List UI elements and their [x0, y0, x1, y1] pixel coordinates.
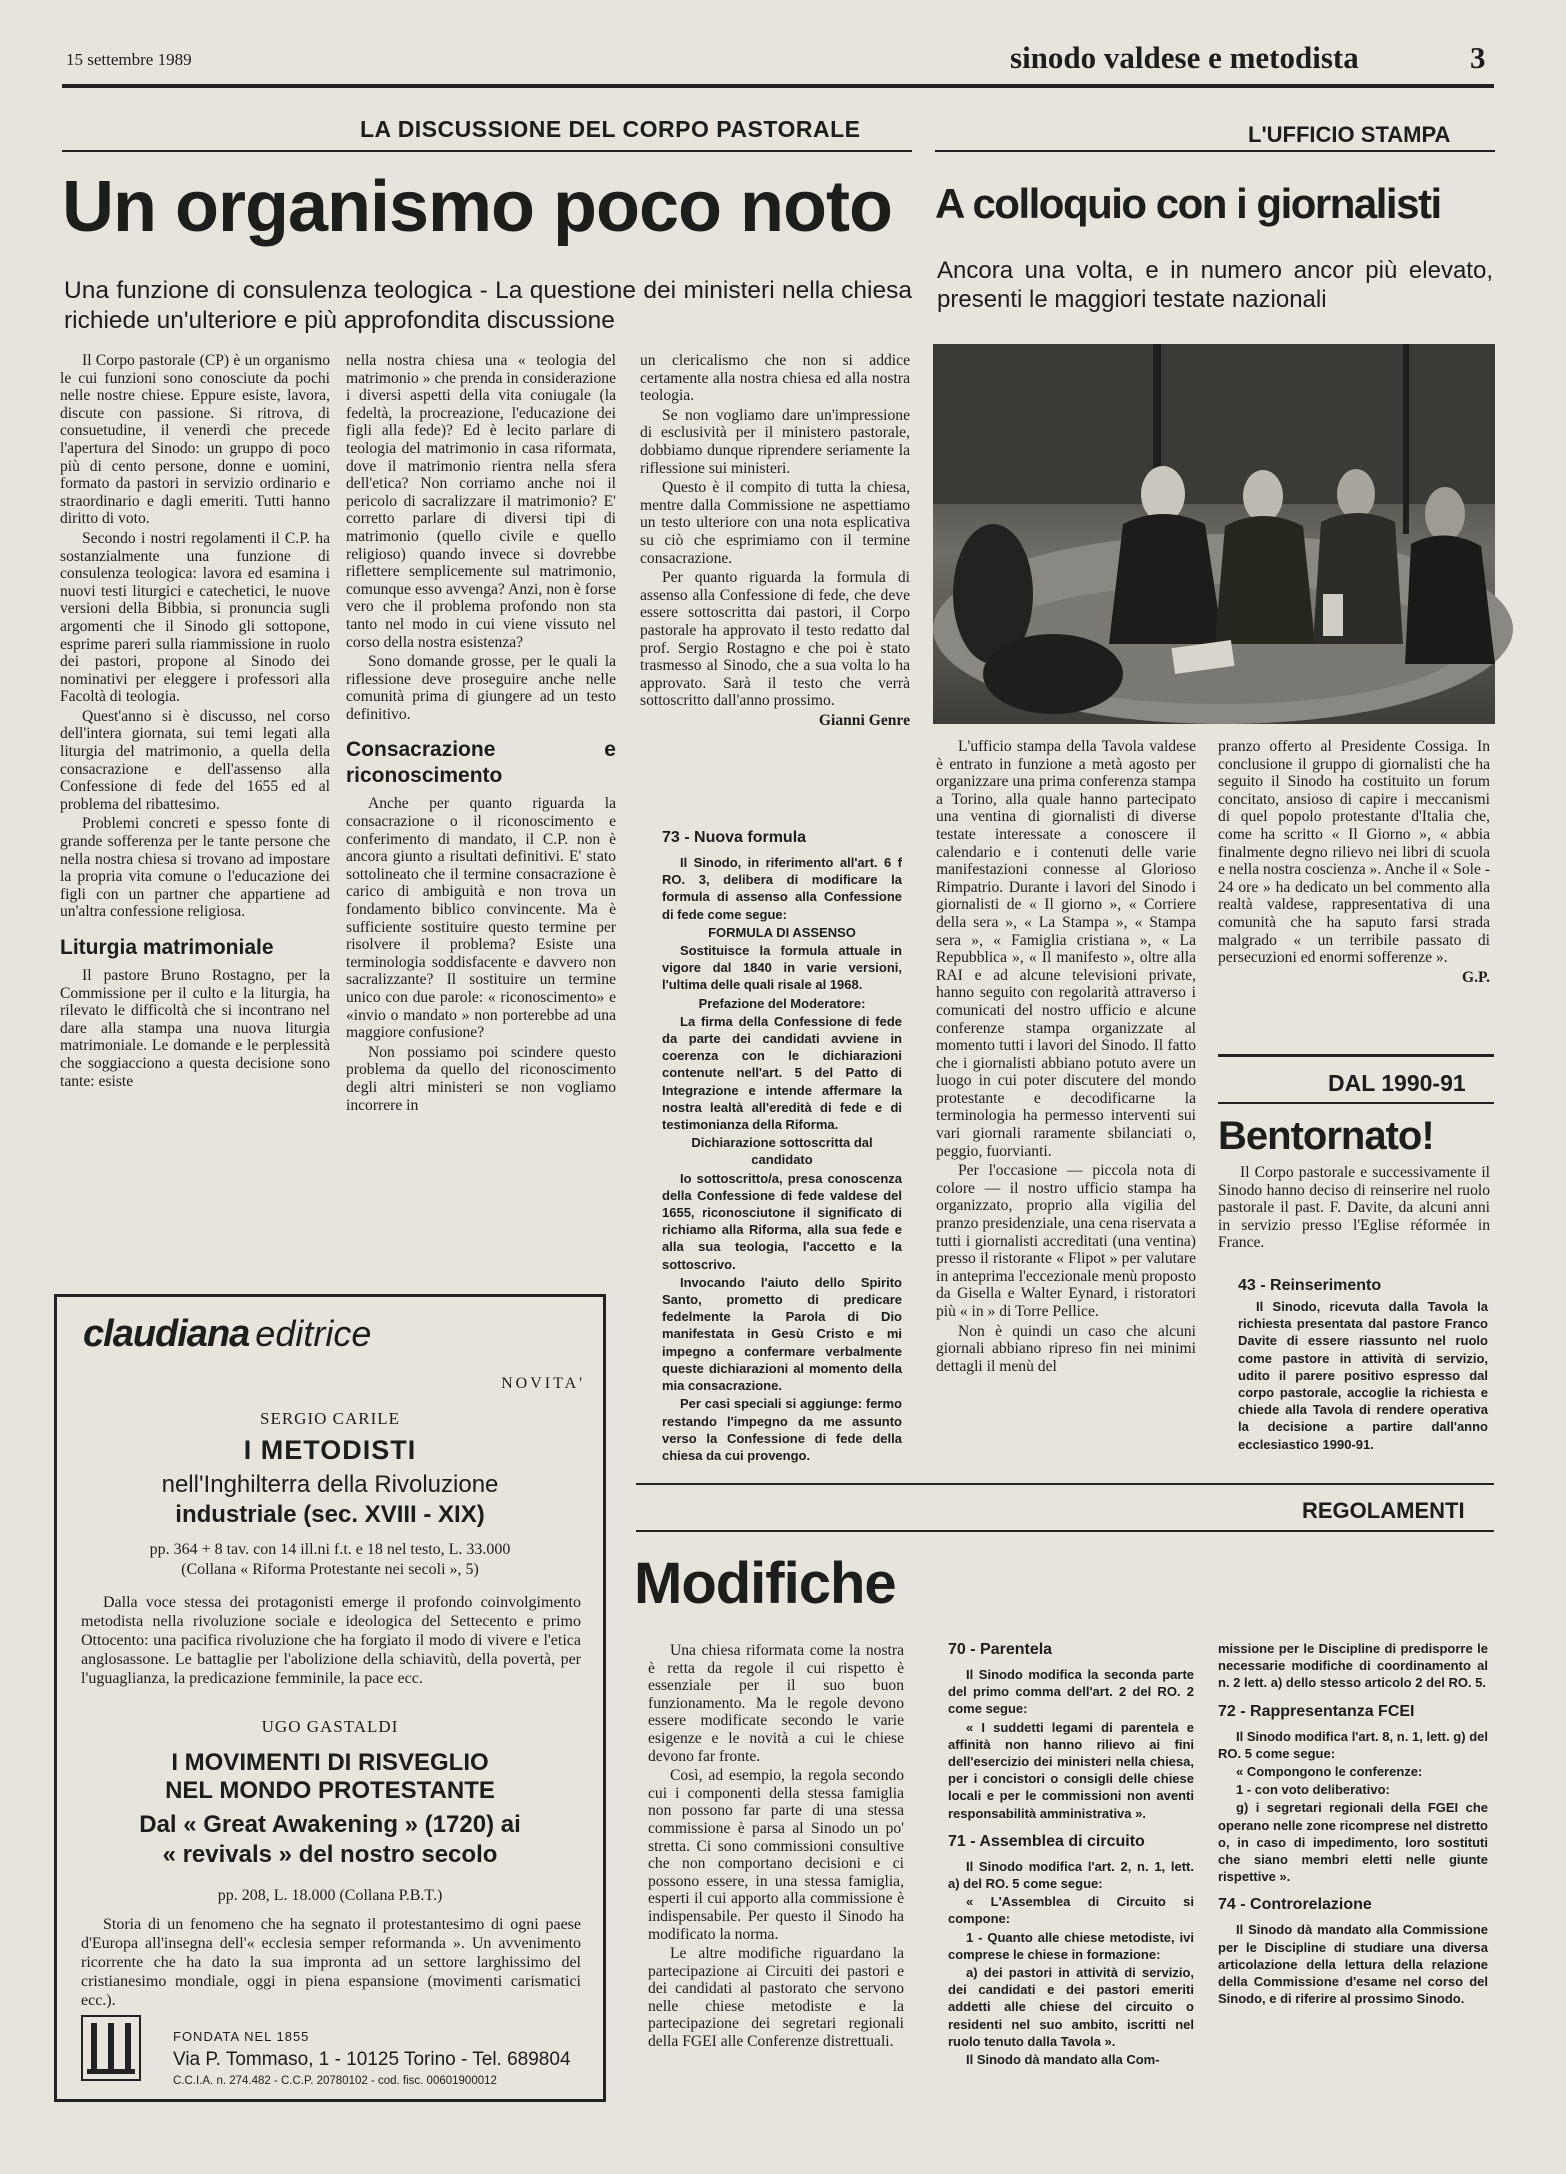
book2-subtitle: Dal « Great Awakening » (1720) ai — [139, 1811, 521, 1838]
right-headline: A colloquio con i giornalisti — [935, 180, 1441, 227]
book2-title-2: NEL MONDO PROTESTANTE — [165, 1777, 495, 1804]
right-kicker: L'UFFICIO STAMPA — [1248, 122, 1451, 147]
publisher-name: claudiana — [83, 1313, 250, 1355]
parentela-heading: 70 - Parentela — [948, 1641, 1053, 1658]
book1-series: (Collana « Riforma Protestante nei secoli », 5) — [181, 1561, 479, 1578]
signature: G.P. — [1461, 968, 1490, 986]
page-number: 3 — [1470, 40, 1486, 75]
formula-preface: Prefazione del Moderatore: — [698, 995, 866, 1011]
paragraph: Io sottoscritto/a, presa conoscenza della Confessione di fede valdese del 1655, riconosciutone il significato di richiamo alla Riforma, alla sua fede e alla sua teologia, l'accetto e la sottoscrivo. — [662, 1170, 902, 1272]
paragraph: « Compongono le conferenze: — [1236, 1764, 1423, 1780]
book2-author: UGO GASTALDI — [261, 1717, 399, 1736]
modifiche-column-1 — [648, 1642, 904, 2122]
bentornato-rule — [1218, 1054, 1494, 1057]
subheading-consacrazione: Consacrazione e riconoscimento — [346, 738, 616, 788]
formula-box — [662, 826, 902, 1463]
paragraph: L'ufficio stampa della Tavola valdese è entrato in funzione a metà agosto per organizzare una prima conferenza stampa a Torino, alla quale hanno partecipato una ventina di giornalisti di diverse testate interessate a conoscere il calendario e i contenuti delle varie manifestazioni connesse al Glorioso Rimpatrio. Durante i lavori del Sinodo i giornalisti de « Il giorno », « Corriere della sera », « La Stampa », « Stampa sera », « Famiglia cristiana », « La Repubblica », « Il manifesto », oltre alla RAI e ad alcune televisioni private, hanno seguito con regolarità attraverso i comunicati del nostro ufficio e alcune conferenze stampa organizzate al momento tutti i lavori del Sinodo. Il fatto che i giornalisti abbiano potuto avere un luogo in cui poter discutere del mondo protestante e decodificarne la terminologia ha permesso interventi sui vari giornali raramente sbilanciati o, peggio, fuorvianti. — [936, 738, 1196, 1160]
paragraph: Quest'anno si è discusso, nel corso dell'intera giornata, sui temi legati alla liturgia del matrimonio, a quella della consacrazione e dell'assenso alla Confessione di fede del 1655 ed al problema del ribattesimo. — [60, 707, 330, 813]
founded-note: FONDATA NEL 1855 — [173, 2029, 310, 2044]
right-kicker-rule — [935, 150, 1495, 152]
paragraph: g) i segretari regionali della FGEI che operano nelle zone ricomprese nel distretto o, in caso di impedimento, loro sostituti che siano membri eletti nelle giunte rispettive ». — [1218, 1800, 1488, 1885]
newspaper-name: sinodo valdese e metodista — [1010, 40, 1359, 75]
left-kicker-rule — [62, 150, 912, 152]
modifiche-headline: Modifiche — [634, 1551, 896, 1616]
paragraph: « I suddetti legami di parentela e affinità non hanno rilievo ai fini dell'esercizio dei ministeri nella chiesa, per i concistori o consigli delle chiese locali e per le commissioni non aventi responsabilità amministrativa ». — [948, 1719, 1194, 1821]
paragraph: Una chiesa riformata come la nostra è retta da regole il cui rispetto è essenziale per il suo buon funzionamento. Ma le regole devono essere modificate secondo le varie esigenze e le novità a cui le chiese devono far fronte. — [648, 1642, 904, 1765]
paragraph: missione per le Discipline di predisporre le necessarie modifiche di coordinamento al n. 2 lett. a) dello stesso articolo 2 del RO. 5. — [1218, 1641, 1488, 1691]
paragraph: La firma della Confessione di fede da parte dei candidati avviene in coerenza con le dichiarazioni contenute nell'art. 5 del Patto di Integrazione e intende affermare la nostra lealtà all'eredità di fede e di testimonianza della Riforma. — [662, 1013, 902, 1133]
paragraph: Invocando l'aiuto dello Spirito Santo, prometto di predicare fedelmente la Parola di Dio manifestata in Gesù Cristo e mi impegno a confermare verbalmente queste dichiarazioni al momento della mia consacrazione. — [662, 1274, 902, 1394]
book2-title: I MOVIMENTI DI RISVEGLIO — [171, 1749, 489, 1776]
paragraph: Così, ad esempio, la regola secondo cui i componenti della stessa famiglia non possono far parte di una stessa commissione è parsa al Sinodo un po' stretta. Ci sono commissioni consultive che non comportano decisioni e ci possono essere, in una stessa famiglia, esperti il cui apporto alla commissione è indispensabile. Per questo il Sinodo ha modificato la norma. — [648, 1767, 904, 1943]
left-column-1 — [60, 352, 330, 1272]
paragraph: Il Sinodo modifica l'art. 8, n. 1, lett. g) del RO. 5 come segue: — [1218, 1728, 1488, 1761]
book1-details: pp. 364 + 8 tav. con 14 ill.ni f.t. e 18 nel testo, L. 33.000 — [149, 1541, 511, 1558]
paragraph: Questo è il compito di tutta la chiesa, mentre dalla Commissione ne aspettiamo un testo ulteriore con una nota esplicativa su ciò che esprimiamo con il termine consacrazione. — [640, 479, 910, 567]
paragraph: Il Sinodo, ricevuta dalla Tavola la richiesta presentata dal pastore Franco Davite di essere riassunto nel ruolo come pastore in attività di servizio, udito il parere positivo espresso dal corpo pastorale, accoglie la richiesta e chiede alla Tavola di rendere operativa la decisione a partire dall'anno ecclesiastico 1990-91. — [1238, 1299, 1488, 1452]
book1-description: Dalla voce stessa dei protagonisti emerge il profondo coinvolgimento metodista nella rivoluzione sociale e ideologica del Settecento e primo Ottocento: una pacifica rivoluzione che ha forgiato il modo di vivere e l'etica anglosassone. Le battaglie per l'abolizione della schiavitù, della povertà, per l'uguaglianza, la predicazione femminile, la pace ecc. — [81, 1594, 581, 1687]
left-column-2 — [346, 352, 616, 1272]
book2-subtitle-2: « revivals » del nostro secolo — [162, 1841, 498, 1868]
left-column-3 — [640, 352, 910, 812]
formula-title: FORMULA DI ASSENSO — [708, 924, 856, 940]
signature: Gianni Genre — [818, 711, 910, 729]
bentornato-headline: Bentornato! — [1218, 1114, 1434, 1158]
publisher-address: Via P. Tommaso, 1 - 10125 Torino - Tel. 689804 — [173, 2049, 571, 2070]
claudiana-ad — [54, 1294, 606, 2102]
paragraph: 1 - Quanto alle chiese metodiste, ivi comprese le chiese in formazione: — [948, 1929, 1194, 1962]
modifiche-column-2 — [948, 1640, 1194, 2130]
left-deck: Una funzione di consulenza teologica - La questione dei ministeri nella chiesa richiede un'ulteriore e più approfondita discussione — [64, 277, 912, 334]
paragraph: Non possiamo poi scindere questo problema da quello del riconoscimento degli altri ministeri se non vogliamo incorrere in — [346, 1043, 616, 1114]
publisher-emblem — [81, 2015, 141, 2081]
paragraph: Il Corpo pastorale e successivamente il Sinodo hanno deciso di reinserire nel ruolo pastorale il past. F. Davite, da alcuni anni in servizio presso l'Eglise réformée in France. — [1218, 1164, 1490, 1252]
paragraph: Il Corpo pastorale (CP) è un organismo le cui funzioni sono conosciute da pochi nelle nostre chiese. Eppure esiste, lavora, discute con passione. Si ritrova, di consuetudine, il venerdì che precede l'apertura del Sinodo: un gruppo di poco più di cento persone, donne e uomini, formato da pastori in servizio ordinario e straordinario e dagli emeriti. Tutti hanno diritto di voto. — [60, 352, 330, 528]
paragraph: Per casi speciali si aggiunge: fermo restando l'impegno da me assunto verso la Confessione di fede della chiesa da cui provengo. — [662, 1396, 902, 1463]
header-rule — [62, 84, 1494, 88]
formula-heading: 73 - Nuova formula — [662, 829, 807, 846]
paragraph: un clericalismo che non si addice certamente alla nostra chiesa ed alla nostra teologia. — [640, 352, 910, 405]
reinserimento-box — [1238, 1274, 1488, 1474]
paragraph: nella nostra chiesa una « teologia del matrimonio » che prenda in considerazione i diversi aspetti della vita coniugale (la fedeltà, la procreazione, l'educazione dei figli alla fede)? Ed è lecito parlare di teologia del matrimonio in casa riformata, dove il matrimonio rientra nella sfera dell'etica? Non corriamo anche noi il pericolo di sacralizzare il matrimonio? E' corretto parlare di diversi tipi di matrimonio (quello civile e quello religioso) quando invece si dovrebbe riflettere semplicemente sul matrimonio, comunque esso avvenga? Anzi, non è forse vero che il problema profondo non sta tanto nel modo in cui viene vissuto nel corso della nostra esistenza? — [346, 352, 616, 651]
book2-details: pp. 208, L. 18.000 (Collana P.B.T.) — [217, 1887, 443, 1904]
paragraph: Anche per quanto riguarda la consacrazione o il riconoscimento e conferimento di mandato, il C.P. non è ancora giunto a risultati definitivi. E' stato sottolineato che il termine consacrazione è carico di ambiguità e non trova un fondamento biblico convincente. Ma è sufficiente sostituire questo termine per risolvere il problema? Esiste una terminologia soddisfacente e davvero non sacralizzante? Il sostituire un termine unico con due parole: « riconoscimento» e «invio o mandato » non porterebbe ad una maggiore confusione? — [346, 795, 616, 1042]
paragraph: Le altre modifiche riguardano la partecipazione ai Circuiti dei pastori e dei candidati al pastorato che servono nelle chiese metodiste e la partecipazione dei segretari regionali della FGEI alle Conferenze distrettuali. — [648, 1945, 904, 2051]
novita-label: NOVITA' — [501, 1375, 585, 1392]
subheading-liturgia: Liturgia matrimoniale — [60, 936, 274, 959]
paragraph: Sono domande grosse, per le quali la riflessione deve proseguire anche nelle comunità prima di giungere ad un testo definitivo. — [346, 653, 616, 723]
paragraph: Per quanto riguarda la formula di assenso alla Confessione di fede, che deve essere sottoscritta dai pastori, il Corpo pastorale ha approvato il testo redatto dal prof. Sergio Rostagno e che poi è stato trasmesso al Sinodo, che a sua volta lo ha approvato. Sarà il testo che verrà sottoscritto dall'anno prossimo. — [640, 569, 910, 710]
bentornato-text — [1218, 1164, 1490, 1274]
paragraph: 1 - con voto deliberativo: — [1236, 1782, 1390, 1798]
right-column-2 — [1218, 738, 1490, 1050]
paragraph: Il Sinodo, in riferimento all'art. 6 f RO. 3, delibera di modificare la formula di assenso alla Confessione di fede come segue: — [662, 855, 902, 922]
paragraph: Sostituisce la formula attuale in vigore dal 1840 in varie versioni, l'ultima delle quali risale al 1968. — [662, 943, 902, 993]
paragraph: Il Sinodo dà mandato alla Commissione per le Discipline di studiare una diversa articolazione della lettura della relazione della Commissione d'esame nel corso del Sinodo, e di riferire al prossimo Sinodo. — [1218, 1922, 1488, 2007]
emblem-icon — [83, 2017, 139, 2079]
right-column-1 — [936, 738, 1196, 1474]
modifiche-column-3 — [1218, 1640, 1488, 2130]
book2-description: Storia di un fenomeno che ha segnato il protestantesimo di ogni paese d'Europa all'insegna dell'« ecclesia semper reformanda ». Un avvenimento ricorrente che ha dato la sua impronta ad un settore larghissimo del cristianesimo mondiale, oggi in piena espansione (movimenti carismatici ecc.). — [81, 1916, 581, 2009]
right-deck: Ancora una volta, e in numero ancor più elevato, presenti le maggiori testate nazionali — [937, 257, 1493, 313]
formula-declaration: Dichiarazione sottoscritta dal candidato — [691, 1135, 873, 1168]
rappresentanza-heading: 72 - Rappresentanza FCEI — [1218, 1702, 1415, 1720]
bentornato-kicker: DAL 1990-91 — [1328, 1070, 1466, 1096]
paragraph: Il Sinodo dà mandato alla Com- — [966, 2052, 1160, 2068]
photo-image — [933, 344, 1495, 724]
left-headline: Un organismo poco noto — [62, 167, 892, 247]
regolamenti-top-rule — [636, 1483, 1494, 1485]
paragraph: Per l'occasione — piccola nota di colore — il nostro ufficio stampa ha organizzato, proprio alla vigilia del pranzo presidenziale, una cena riservata a tutti i giornalisti accreditati (una ventina) presso il ristorante « Flipot » per valutare in anteprima l'eccezionale menù proposto da Gisella e Walter Eynard, i ristoratori più « in » di Torre Pellice. — [936, 1162, 1196, 1320]
paragraph: Problemi concreti e spesso fonte di grande sofferenza per le tante persone che nella nostra chiesa si trovano ad impostare la propria vita comune o l'educazione dei figli con un partner che appartiene ad un'altra confessione religiosa. — [60, 815, 330, 921]
assemblea-heading: 71 - Assemblea di circuito — [948, 1832, 1145, 1850]
book1-title: I METODISTI — [243, 1435, 417, 1465]
book1-subtitle-2: industriale (sec. XVIII - XIX) — [175, 1501, 485, 1528]
press-conference-photo — [933, 344, 1495, 724]
paragraph: pranzo offerto al Presidente Cossiga. In conclusione il gruppo di giornalisti che ha seguito il Sinodo ha costituito un forum concitato, ansioso di capire i meccanismi di quel popolo protestante d'Italia che, come ha scritto « Il Giorno », « abbia finalmente degno rilievo nei libri di scuola e nella nostra coscienza ». Anche il « Sole - 24 ore » ha dedicato un bel commento alla realtà valdese, rappresentativa di una comunità che ha saputo farsi strada malgrado « un terribile passato di persecuzioni ed enormi sofferenze ». — [1218, 738, 1490, 967]
paragraph: Il pastore Bruno Rostagno, per la Commissione per il culto e la liturgia, ha rilevato le difficoltà che si incontrano nel dare alla stampa una nuova liturgia matrimoniale. Le domande e le perplessità che soggiacciono a questa decisione sono tante: esiste — [60, 967, 330, 1090]
publisher-logo — [83, 1313, 371, 1356]
controrelazione-heading: 74 - Controrelazione — [1218, 1896, 1372, 1914]
regolamenti-rule — [636, 1530, 1494, 1532]
publisher-suffix: editrice — [255, 1313, 372, 1354]
book1-subtitle: nell'Inghilterra della Rivoluzione — [161, 1471, 499, 1498]
paragraph: Secondo i nostri regolamenti il C.P. ha sostanzialmente una funzione di consulenza teologica: lavora ed esamina i nuovi testi liturgici e catechetici, le nuove versioni della Bibbia, si pronuncia sugli argomenti che il Sinodo gli sottopone, esprime pareri sulla riammissione in ruolo dei pastori, propone al Sinodo dei nominativi per eleggere i professori alla Facoltà di teologia. — [60, 529, 330, 706]
paragraph: Il Sinodo modifica l'art. 2, n. 1, lett. a) del RO. 5 come segue: — [948, 1858, 1194, 1892]
paragraph: Non è quindi un caso che alcuni giornali abbiano ripreso fin nei minimi dettagli il menù del — [936, 1322, 1196, 1375]
paragraph: a) dei pastori in attività di servizio, dei candidati e dei pastori emeriti addetti alle chiese del circuito o residenti nel suo ambito, iscritti nel ruolo tenuto dalla Tavola ». — [948, 1965, 1194, 2049]
bentornato-kicker-rule — [1218, 1102, 1494, 1104]
publisher-codes: C.C.I.A. n. 274.482 - C.C.P. 20780102 - cod. fisc. 00601900012 — [173, 2075, 497, 2087]
paragraph: « L'Assemblea di Circuito si compone: — [948, 1894, 1194, 1927]
paragraph: Il Sinodo modifica la seconda parte del primo comma dell'art. 2 del RO. 2 come segue: — [948, 1667, 1194, 1717]
left-kicker: LA DISCUSSIONE DEL CORPO PASTORALE — [360, 116, 861, 142]
book1-author: SERGIO CARILE — [259, 1409, 401, 1428]
issue-date: 15 settembre 1989 — [66, 50, 192, 69]
reinserimento-heading: 43 - Reinserimento — [1238, 1277, 1382, 1294]
regolamenti-kicker: REGOLAMENTI — [1302, 1498, 1465, 1523]
paragraph: Se non vogliamo dare un'impressione di esclusività per il ministero pastorale, dobbiamo dunque riprendere seriamente la riflessione sui ministeri. — [640, 406, 910, 477]
